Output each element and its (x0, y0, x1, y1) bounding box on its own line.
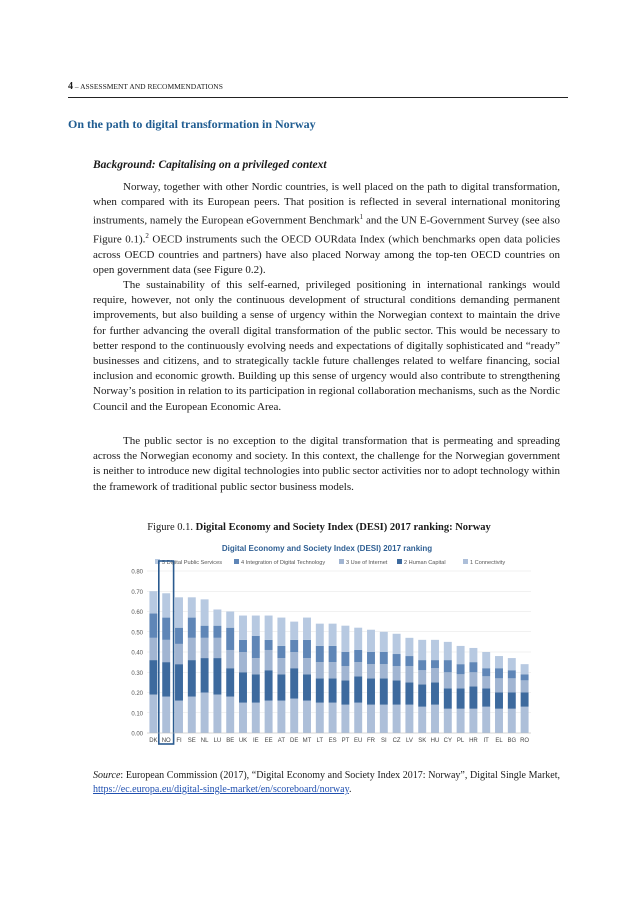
bar-segment (457, 709, 465, 733)
bar-segment (149, 614, 157, 638)
bar-segment (290, 622, 298, 640)
x-tick-label: DE (290, 738, 299, 744)
bar-segment (367, 678, 375, 704)
x-tick-label: SE (187, 738, 196, 744)
bar-segment (393, 680, 401, 704)
bar-segment (457, 674, 465, 688)
bar-segment (226, 650, 234, 668)
x-tick-label: LU (213, 738, 222, 744)
bar-segment (367, 664, 375, 678)
bar-segment (354, 662, 362, 676)
x-tick-label: RO (520, 738, 530, 744)
bar-segment (201, 693, 209, 734)
bar-segment (444, 688, 452, 708)
bar-segment (162, 640, 170, 662)
bar-segment (277, 674, 285, 700)
bar-segment (508, 658, 516, 670)
bar-segment (367, 705, 375, 733)
bar-segment (162, 697, 170, 733)
paragraph-1-part-c: OECD instruments such the OECD OURdata Index (which benchmarks open data policies across OECD countries and partners) have also placed Norway among the top-ten OECD countries on open government data (see Figure 0.2). (93, 233, 560, 277)
bar-segment (444, 660, 452, 672)
bar-segment (508, 678, 516, 692)
x-tick-label: FR (367, 738, 375, 744)
bar-segment (252, 658, 260, 674)
bar-segment (431, 705, 439, 733)
x-tick-label: NO (161, 738, 171, 744)
bar-segment (341, 680, 349, 704)
legend-swatch (463, 559, 468, 564)
bar-segment (277, 701, 285, 733)
paragraph-2 (93, 278, 560, 415)
paragraph-3-text: The public sector is no exception to the digital transformation that is permeating and spreading across the Norwegian economy and society. In this context, the challenge for the Norwegian government is neither to introduce new digital technologies into public sector activities nor to adopt technology within the framework of traditional public sector business models. (93, 435, 560, 493)
bar-segment (469, 709, 477, 733)
bar-segment (482, 688, 490, 706)
paragraph-1-part-a: Norway, together with other Nordic countries, is well placed on the path to digital transformation, when compared with its European peers. That position is reflected in several international monitoring instruments, namely the European eGovernment Benchmark (93, 181, 560, 228)
bar-segment (213, 695, 221, 733)
bar-segment (226, 612, 234, 628)
bar-segment (405, 656, 413, 666)
y-tick-label: 0.50 (131, 630, 143, 637)
bar-segment (201, 626, 209, 638)
x-tick-label: PL (456, 738, 465, 744)
bar-segment (482, 652, 490, 668)
bar-segment (188, 697, 196, 733)
bar-segment (175, 597, 183, 627)
x-tick-label: ES (328, 738, 337, 744)
bar-segment (265, 650, 273, 670)
bar-segment (201, 638, 209, 658)
bar-segment (329, 703, 337, 733)
bar-segment (265, 616, 273, 640)
bar-segment (521, 680, 529, 692)
y-tick-label: 0.30 (131, 670, 143, 677)
x-tick-label: EL (495, 738, 503, 744)
bar-segment (277, 658, 285, 674)
y-tick-label: 0.60 (131, 610, 143, 616)
bar-segment (175, 664, 183, 700)
bar-segment (495, 693, 503, 709)
bar-segment (329, 624, 337, 646)
bar-segment (367, 652, 375, 664)
bar-segment (367, 630, 375, 652)
running-title: – ASSESSMENT AND RECOMMENDATIONS (73, 82, 223, 91)
paragraph-1-part-b: and the UN E-Government Survey (see also Figure 0.1). (93, 215, 560, 246)
running-header (68, 81, 568, 98)
source-label: Source (93, 770, 121, 781)
bar-segment (277, 646, 285, 658)
x-tick-label: PT (341, 738, 350, 744)
bar-segment (418, 684, 426, 706)
bar-segment (188, 638, 196, 660)
bar-segment (175, 628, 183, 644)
section-title: On the path to digital transformation in Norway (68, 117, 316, 131)
bar-segment (469, 648, 477, 662)
paragraph-2-text: The sustainability of this self-earned, privileged positioning in international rankings would require, however, not only the continuous development of structural conditions demanding permanent improvements, but also building a sense of urgency within the Norwegian context to maintain the drive for further advancing the overall digital transformation of the public sector. This would be necessary to better respond to the continuously evolving needs and expectations of digitally sophisticated and “ready” businesses and citizens, and to strategically tackle future challenges related to welfare financing, social inclusion and economic growth. Building up this sense of urgency would also contribute to strengthening Norway’s position in relation to its participation in regional collaboration mechanisms, such as the Nordic Council and the European Economic Area. (93, 279, 560, 413)
bar-segment (316, 703, 324, 733)
bar-segment (149, 591, 157, 613)
x-tick-label: NL (200, 738, 209, 744)
bar-segment (444, 672, 452, 688)
bar-segment (341, 705, 349, 733)
bar-segment (444, 709, 452, 733)
x-tick-label: HU (430, 738, 440, 744)
y-tick-label: 0.10 (131, 711, 143, 718)
bar-segment (213, 638, 221, 658)
legend-label: 3 Use of Internet (346, 560, 388, 566)
bar-segment (316, 678, 324, 702)
bar-segment (508, 693, 516, 709)
bar-segment (162, 593, 170, 617)
bar-segment (431, 682, 439, 704)
bar-segment (482, 668, 490, 676)
bar-segment (457, 664, 465, 674)
bar-segment (431, 668, 439, 682)
bar-segment (149, 638, 157, 660)
x-tick-label: SK (418, 738, 427, 744)
bar-segment (252, 703, 260, 733)
bar-segment (226, 628, 234, 650)
bar-segment (521, 693, 529, 707)
x-tick-label: SI (380, 738, 387, 744)
x-tick-label: AT (277, 738, 286, 744)
paragraph-1 (93, 180, 560, 279)
y-tick-label: 0.80 (131, 569, 143, 576)
bar-segment (469, 686, 477, 708)
x-tick-label: MT (302, 738, 312, 744)
bar-segment (521, 664, 529, 674)
bar-segment (265, 670, 273, 700)
legend-swatch (339, 559, 344, 564)
bar-segment (482, 707, 490, 733)
bar-segment (341, 626, 349, 652)
bar-segment (162, 618, 170, 640)
bar-segment (341, 666, 349, 680)
y-tick-label: 0.70 (131, 589, 143, 596)
bar-segment (226, 668, 234, 696)
bar-segment (316, 624, 324, 646)
bar-segment (393, 634, 401, 654)
bar-segment (239, 652, 247, 672)
bar-segment (252, 636, 260, 658)
bar-segment (457, 688, 465, 708)
x-tick-label: FI (176, 738, 182, 744)
x-tick-label: IE (252, 738, 259, 744)
bar-segment (405, 638, 413, 656)
legend-swatch (234, 559, 239, 564)
bar-segment (239, 640, 247, 652)
bar-segment (354, 628, 362, 650)
bar-segment (380, 705, 388, 733)
bar-segment (354, 676, 362, 702)
x-tick-label: CZ (392, 738, 401, 744)
x-tick-label: LV (405, 738, 413, 744)
bar-segment (265, 701, 273, 733)
x-tick-label: BE (226, 738, 235, 744)
bar-segment (418, 640, 426, 660)
bar-segment (213, 658, 221, 694)
bar-segment (239, 703, 247, 733)
x-tick-label: LT (316, 738, 324, 744)
bar-segment (329, 646, 337, 662)
x-tick-label: UK (238, 738, 248, 744)
bar-segment (495, 678, 503, 692)
bar-segment (431, 660, 439, 668)
x-tick-label: BG (507, 738, 517, 744)
bar-segment (226, 697, 234, 733)
figure-label: Figure 0.1. (147, 522, 196, 533)
figure-source (93, 769, 560, 797)
x-tick-label: EE (264, 738, 273, 744)
bar-segment (162, 662, 170, 696)
bar-segment (380, 678, 388, 704)
bar-segment (303, 674, 311, 700)
source-text: : European Commission (2017), “Digital Economy and Society Index 2017: Norway”, Digital Single Market, (120, 770, 560, 781)
subsection-title: Background: Capitalising on a privileged context (93, 159, 327, 171)
bar-segment (380, 652, 388, 664)
x-tick-label: CY (443, 738, 452, 744)
bar-segment (521, 707, 529, 733)
bar-segment (303, 640, 311, 658)
y-tick-label: 0.20 (131, 691, 143, 697)
bar-segment (303, 658, 311, 674)
bar-segment (290, 640, 298, 652)
bar-segment (354, 650, 362, 662)
bar-segment (188, 597, 196, 617)
bar-segment (393, 666, 401, 680)
bar-segment (277, 618, 285, 646)
bar-segment (457, 646, 465, 664)
legend-swatch (397, 559, 402, 564)
bar-segment (149, 695, 157, 733)
page-number: 4 (68, 81, 73, 92)
bar-segment (213, 626, 221, 638)
y-tick-label: 0.00 (131, 731, 143, 738)
legend-label: 5 Digital Public Services (162, 560, 223, 566)
footnote-marker-1[interactable]: 1 (359, 213, 364, 222)
source-end: . (348, 784, 352, 795)
source-link[interactable]: https://ec.europa.eu/digital-single-market/en/scoreboard/norway (93, 784, 349, 795)
x-tick-label: IT (483, 738, 489, 744)
bar-segment (201, 599, 209, 625)
bar-segment (393, 705, 401, 733)
bar-segment (188, 660, 196, 696)
bar-segment (316, 646, 324, 662)
bar-segment (521, 674, 529, 680)
bar-segment (175, 701, 183, 733)
bar-segment (329, 678, 337, 702)
bar-segment (341, 652, 349, 666)
bar-segment (252, 674, 260, 702)
bar-segment (239, 672, 247, 702)
figure-title: Digital Economy and Society Index (DESI) 2017 ranking: Norway (195, 522, 491, 533)
footnote-marker-2[interactable]: 2 (145, 232, 149, 241)
bar-segment (418, 660, 426, 670)
bar-segment (380, 632, 388, 652)
chart-title: Digital Economy and Society Index (DESI) 2017 ranking (221, 544, 433, 553)
bar-segment (380, 664, 388, 678)
bar-segment (303, 618, 311, 640)
bar-segment (201, 658, 209, 692)
bar-segment (431, 640, 439, 660)
bar-segment (495, 668, 503, 678)
x-tick-label: DK (149, 738, 158, 744)
bar-segment (393, 654, 401, 666)
bar-segment (508, 670, 516, 678)
bar-segment (213, 609, 221, 625)
bar-segment (482, 676, 490, 688)
paragraph-3 (93, 434, 560, 495)
bar-segment (444, 642, 452, 660)
bar-segment (316, 662, 324, 678)
x-tick-label: HR (469, 738, 478, 744)
bar-segment (188, 618, 196, 638)
legend-label: 1 Connectivity (470, 560, 506, 566)
bar-segment (418, 670, 426, 684)
bar-segment (290, 699, 298, 733)
bar-segment (508, 709, 516, 733)
bar-segment (495, 709, 503, 733)
bar-segment (354, 703, 362, 733)
bar-segment (239, 616, 247, 640)
bar-segment (290, 652, 298, 668)
bar-segment (405, 682, 413, 704)
bar-segment (290, 668, 298, 698)
bar-segment (418, 707, 426, 733)
bar-segment (252, 616, 260, 636)
bar-segment (329, 662, 337, 678)
figure-caption (0, 522, 638, 533)
x-tick-label: EU (354, 738, 363, 744)
desi-chart-svg (117, 540, 537, 750)
y-tick-label: 0.40 (131, 650, 143, 657)
bar-segment (149, 660, 157, 694)
bar-segment (495, 656, 503, 668)
legend-label: 4 Integration of Digital Technology (241, 560, 326, 566)
bar-segment (303, 701, 311, 733)
bar-segment (265, 640, 273, 650)
bar-segment (469, 672, 477, 686)
desi-chart (117, 540, 537, 750)
legend-label: 2 Human Capital (404, 560, 446, 566)
bar-segment (469, 662, 477, 672)
bar-segment (405, 666, 413, 682)
bar-segment (175, 644, 183, 664)
bar-segment (405, 705, 413, 733)
